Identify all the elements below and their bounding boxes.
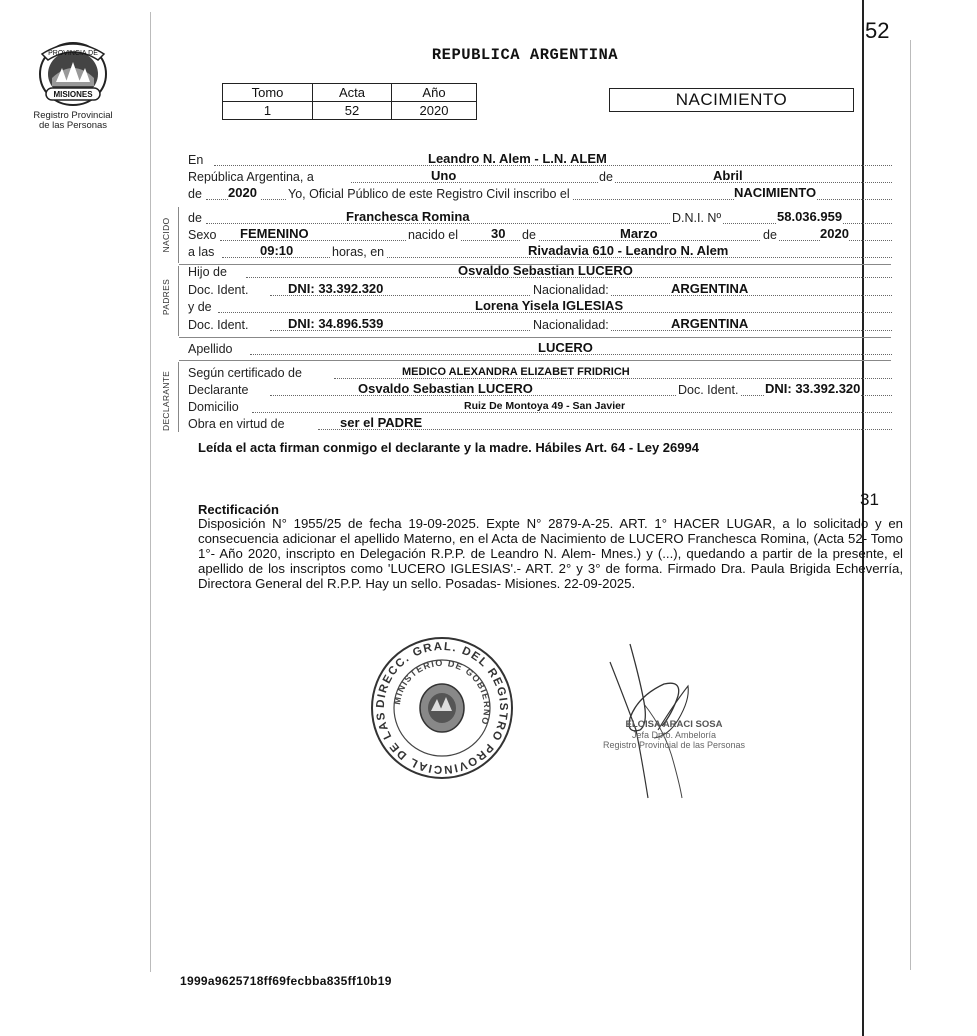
official-seal bbox=[367, 633, 517, 788]
acta-header: Acta bbox=[313, 84, 392, 102]
page-number: 52 bbox=[865, 18, 890, 43]
madre-doc-value: DNI: 34.896.539 bbox=[288, 316, 384, 331]
row-nombre: de Franchesca Romina D.N.I. Nº 58.036.959 bbox=[188, 210, 892, 226]
row-lugar: En Leandro N. Alem - L.N. ALEM bbox=[188, 152, 892, 168]
nombre-value: Franchesca Romina bbox=[346, 209, 470, 224]
sexo-value: FEMENINO bbox=[240, 226, 309, 241]
dni-value: 58.036.959 bbox=[777, 209, 843, 224]
registry-logo bbox=[28, 38, 118, 131]
row-inscripcion: de 2020 Yo, Oficial Público de este Registro Civil inscribo el NACIMIENTO bbox=[188, 186, 892, 202]
declarante-section-label: DECLARANTE bbox=[161, 370, 171, 431]
row-obra: Obra en virtud de ser el PADRE bbox=[188, 416, 892, 432]
hora-value: 09:10 bbox=[260, 243, 294, 258]
tomo-header: Tomo bbox=[223, 84, 313, 102]
page-title: REPUBLICA ARGENTINA bbox=[431, 46, 619, 64]
seal-stamp-icon bbox=[367, 633, 517, 783]
declarante-value: Osvaldo Sebastian LUCERO bbox=[358, 381, 533, 396]
padre-doc-value: DNI: 33.392.320 bbox=[288, 281, 384, 296]
mes-value: Abril bbox=[713, 168, 743, 183]
svg-text:PROVINCIA DE: PROVINCIA DE bbox=[48, 50, 98, 57]
row-apellido: Apellido LUCERO bbox=[188, 341, 892, 357]
signatory-name: ELOISA ARACI SOSA bbox=[625, 719, 723, 730]
rectificacion-number: 31 bbox=[860, 490, 879, 509]
padre-value: Osvaldo Sebastian LUCERO bbox=[458, 263, 633, 278]
lugar-nac-value: Rivadavia 610 - Leandro N. Alem bbox=[528, 243, 729, 258]
nacido-section-label: NACIDO bbox=[161, 217, 171, 253]
lugar-value: Leandro N. Alem - L.N. ALEM bbox=[428, 151, 607, 166]
domicilio-value: Ruiz De Montoya 49 - San Javier bbox=[464, 400, 626, 412]
obra-value: ser el PADRE bbox=[340, 415, 423, 430]
anio-acta-value: 2020 bbox=[228, 185, 260, 200]
signatory-block bbox=[574, 720, 774, 750]
anio-nac-value: 2020 bbox=[820, 226, 849, 241]
tipo-value: NACIMIENTO bbox=[734, 185, 817, 200]
signatory-title: Jefa Dpto. Ambeloría bbox=[631, 730, 717, 740]
dia-nac-value: 30 bbox=[491, 226, 506, 241]
signatory-registry: Registro Provincial de las Personas bbox=[602, 740, 746, 750]
madre-value: Lorena Yisela IGLESIAS bbox=[475, 298, 624, 313]
anio-value: 2020 bbox=[392, 102, 477, 120]
row-madre-doc: Doc. Ident. DNI: 34.896.539 Nacionalidad: ARGENTINA bbox=[188, 317, 892, 333]
tomo-value: 1 bbox=[223, 102, 313, 120]
left-margin-line bbox=[150, 12, 151, 972]
provincia-misiones-emblem-icon bbox=[34, 38, 112, 108]
row-padre: Hijo de Osvaldo Sebastian LUCERO bbox=[188, 264, 892, 280]
dia-value: Uno bbox=[431, 168, 457, 183]
row-domicilio: Domicilio Ruiz De Montoya 49 - San Javier bbox=[188, 399, 892, 415]
record-type-box: NACIMIENTO bbox=[609, 88, 854, 112]
declarante-doc-value: DNI: 33.392.320 bbox=[765, 381, 861, 396]
madre-nac-value: ARGENTINA bbox=[671, 316, 749, 331]
row-fecha-acta: República Argentina, a Uno de Abril bbox=[188, 169, 892, 185]
padres-section-label: PADRES bbox=[161, 278, 171, 316]
row-sexo-fecha: Sexo FEMENINO nacido el 30 de Marzo de 2020 bbox=[188, 227, 892, 243]
svg-text:DIRECC. GRAL. DEL REGISTRO PRO: DIRECC. GRAL. DEL REGISTRO PROVINCIAL DE LAS bbox=[374, 640, 510, 776]
tomo-acta-anio-table bbox=[222, 83, 477, 120]
row-hora-lugar: a las 09:10 horas, en Rivadavia 610 - Leandro N. Alem bbox=[188, 244, 892, 260]
firma-note: Leída el acta firman conmigo el declarante y la madre. Hábiles Art. 64 - Ley 26994 bbox=[198, 440, 699, 455]
registry-caption-line-1: Registro Provincial bbox=[33, 110, 113, 121]
mes-nac-value: Marzo bbox=[620, 226, 658, 241]
row-madre: y de Lorena Yisela IGLESIAS bbox=[188, 299, 892, 315]
certificado-value: MEDICO ALEXANDRA ELIZABET FRIDRICH bbox=[402, 366, 630, 378]
acta-value: 52 bbox=[313, 102, 392, 120]
svg-text:MISIONES: MISIONES bbox=[53, 90, 93, 99]
padre-nac-value: ARGENTINA bbox=[671, 281, 749, 296]
rectificacion-body: Disposición N° 1955/25 de fecha 19-09-2025. Expte N° 2879-A-25. ART. 1° HACER LUGAR, a lo solicitado y en consecuencia adicionar el apellido Materno, en el Acta de Nacimiento de LUCERO Franchesca Romina, (Acta 52- Tomo 1°- Año 2020, inscripto en Delegación R.P.P. de Leandro N. Alem- Mnes.) y (...), quedando a partir de la presente, el apellido de los inscriptos como 'LUCERO IGLESIAS'.- ART. 2° y 3° de forma. Firmado Dra. Paula Brigida Echeverría, Directora General del R.P.P. Hay un sello. Posadas- Misiones. 22-09-2025. bbox=[198, 516, 903, 591]
apellido-value: LUCERO bbox=[538, 340, 593, 355]
rectificacion-title: Rectificación bbox=[198, 502, 279, 517]
right-edge-line bbox=[910, 40, 911, 970]
registry-caption-line-2: de las Personas bbox=[38, 120, 108, 131]
row-padre-doc: Doc. Ident. DNI: 33.392.320 Nacionalidad: ARGENTINA bbox=[188, 282, 892, 298]
anio-header: Año bbox=[392, 84, 477, 102]
row-declarante: Declarante Osvaldo Sebastian LUCERO Doc. Ident. DNI: 33.392.320 bbox=[188, 382, 892, 398]
row-certificado: Según certificado de MEDICO ALEXANDRA ELIZABET FRIDRICH bbox=[188, 365, 892, 381]
document-hash: 1999a9625718ff69fecbba835ff10b19 bbox=[180, 974, 392, 988]
svg-text:MINISTERIO DE GOBIERNO: MINISTERIO DE GOBIERNO bbox=[392, 657, 493, 727]
